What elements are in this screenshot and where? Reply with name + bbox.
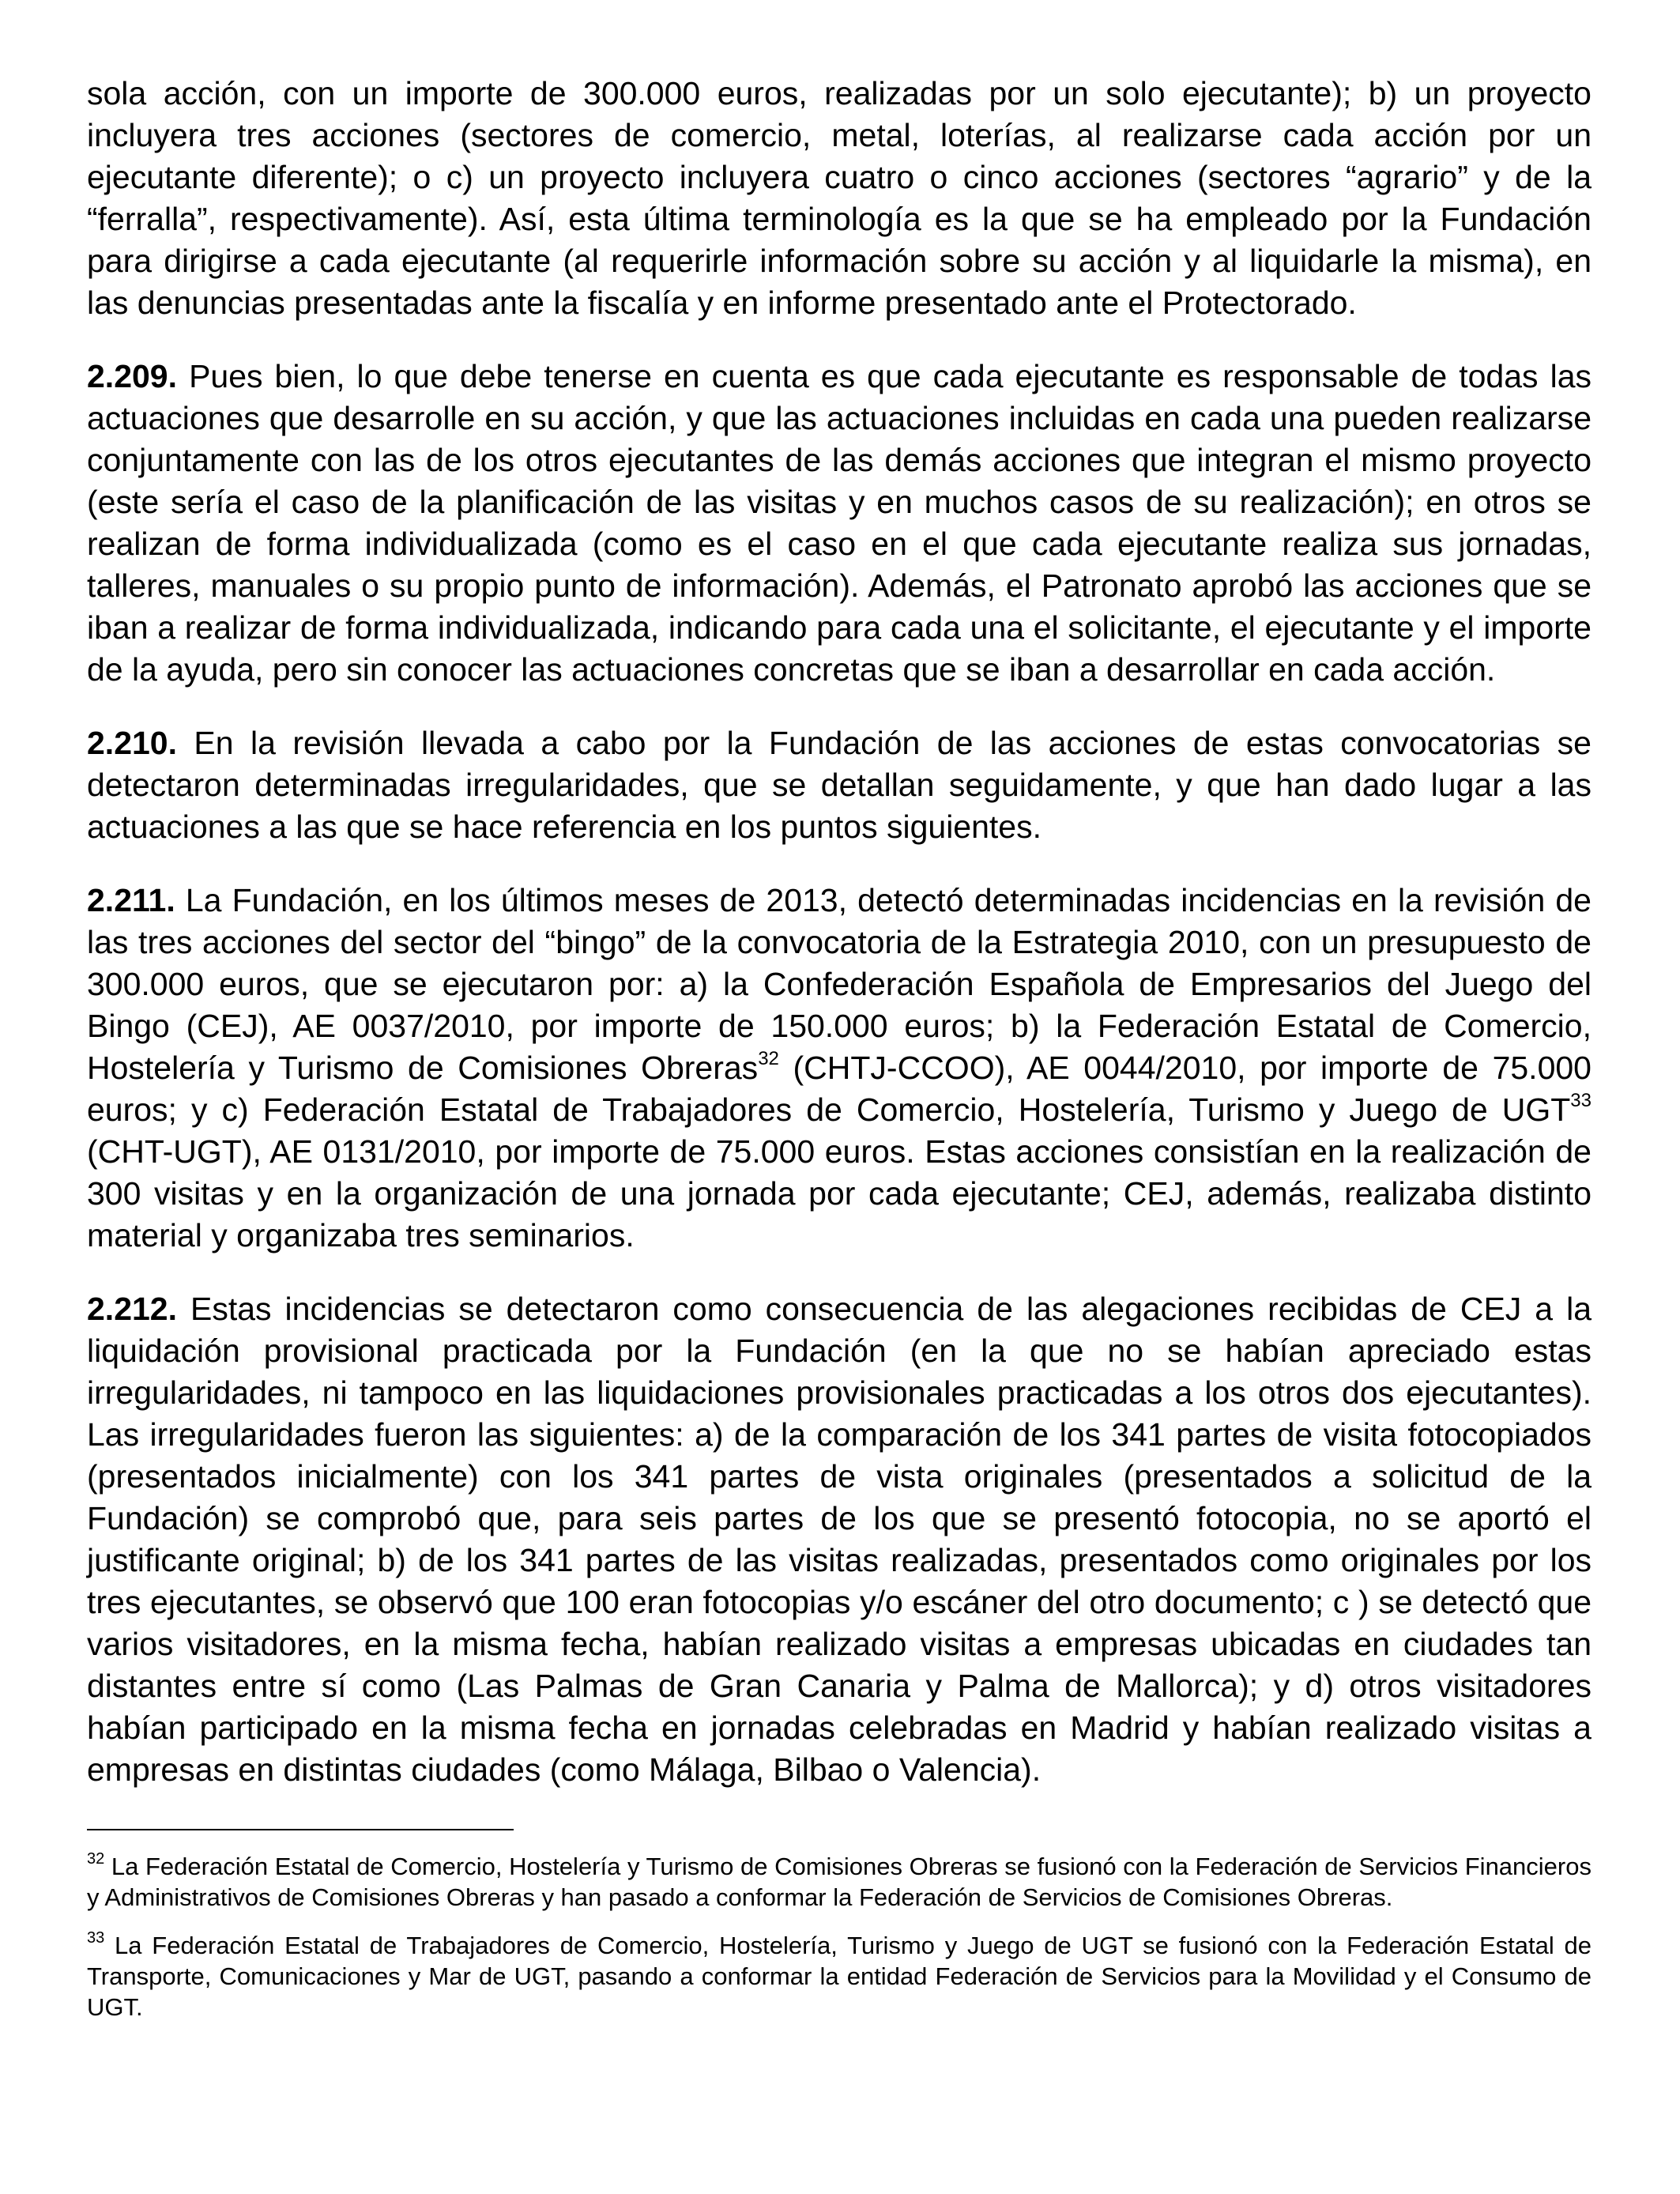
footnote-reference-33[interactable]: 33 [1570, 1090, 1591, 1112]
paragraph-text: La Fundación, en los últimos meses de 2013, detectó determinadas incidencias en la revisión de las tres acciones del sector del “bingo” de la convocatoria de la Estrategia 2010, con un presupuesto de 300.000 euros, que se ejecutaron por: a) la Confederación Española de Empresarios del Juego del Bingo (CEJ), AE 0037/2010, por importe de 150.000 euros; b) la Federación Estatal de Comercio, Hostelería y Turismo de Comisiones Obreras [87, 882, 1591, 1086]
paragraph-2-212 [87, 1288, 1591, 1791]
paragraph-text: (CHTJ-CCOO), AE 0044/2010, por importe de 75.000 euros; y c) Federación Estatal de Trabajadores de Comercio, Hostelería, Turismo y Juego de UGT [87, 1050, 1591, 1128]
paragraph-2-209 [87, 356, 1591, 691]
footnote-reference-32[interactable]: 32 [758, 1048, 779, 1070]
footnote-text: La Federación Estatal de Trabajadores de Comercio, Hostelería, Turismo y Juego de UGT se fusionó con la Federación Estatal de Transporte, Comunicaciones y Mar de UGT, pasando a conformar la entidad Federación de Servicios para la Movilidad y el Consumo de UGT. [87, 1932, 1591, 2021]
paragraph-text: En la revisión llevada a cabo por la Fundación de las acciones de estas convocatorias se detectaron determinadas irregularidades, que se detallan seguidamente, y que han dado lugar a las actuaciones a las que se hace referencia en los puntos siguientes. [87, 725, 1591, 845]
footnote-separator [87, 1829, 514, 1830]
paragraph-text: Pues bien, lo que debe tenerse en cuenta es que cada ejecutante es responsable de todas las actuaciones que desarrolle en su acción, y que las actuaciones incluidas en cada una pueden realizarse conjuntamente con las de los otros ejecutantes de las demás acciones que integran el mismo proyecto (este sería el caso de la planificación de las visitas y en muchos casos de su realización); en otros se realizan de forma individualizada (como es el caso en el que cada ejecutante realiza sus jornadas, talleres, manuales o su propio punto de información). Además, el Patronato aprobó las acciones que se iban a realizar de forma individualizada, indicando para cada una el solicitante, el ejecutante y el importe de la ayuda, pero sin conocer las actuaciones concretas que se iban a desarrollar en cada acción. [87, 358, 1591, 688]
paragraph-number: 2.211. [87, 882, 175, 918]
paragraph-2-210 [87, 722, 1591, 848]
document-page [87, 73, 1591, 2040]
paragraph-number: 2.212. [87, 1291, 177, 1327]
footnote-33 [87, 1930, 1591, 2022]
paragraph-text: sola acción, con un importe de 300.000 euros, realizadas por un solo ejecutante); b) un proyecto incluyera tres acciones (sectores de comercio, metal, loterías, al realizarse cada acción por un ejecutante diferente); o c) un proyecto incluyera cuatro o cinco acciones (sectores “agrario” y de la “ferralla”, respectivamente). Así, esta última terminología es la que se ha empleado por la Fundación para dirigirse a cada ejecutante (al requerirle información sobre su acción y al liquidarle la misma), en las denuncias presentadas ante la fiscalía y en informe presentado ante el Protectorado. [87, 75, 1591, 321]
paragraph-continuation [87, 73, 1591, 324]
paragraph-text: Estas incidencias se detectaron como consecuencia de las alegaciones recibidas de CEJ a la liquidación provisional practicada por la Fundación (en la que no se habían apreciado estas irregularidades, ni tampoco en las liquidaciones provisionales practicadas a los otros dos ejecutantes). Las irregularidades fueron las siguientes: a) de la comparación de los 341 partes de visita fotocopiados (presentados inicialmente) con los 341 partes de vista originales (presentados a solicitud de la Fundación) se comprobó que, para seis partes de los que se presentó fotocopia, no se aportó el justificante original; b) de los 341 partes de las visitas realizadas, presentados como originales por los tres ejecutantes, se observó que 100 eran fotocopias y/o escáner del otro documento; c ) se detectó que varios visitadores, en la misma fecha, habían realizado visitas a empresas ubicadas en ciudades tan distantes entre sí como (Las Palmas de Gran Canaria y Palma de Mallorca); y d) otros visitadores habían participado en la misma fecha en jornadas celebradas en Madrid y habían realizado visitas a empresas en distintas ciudades (como Málaga, Bilbao o Valencia). [87, 1291, 1591, 1788]
footnote-marker: 33 [87, 1928, 105, 1947]
paragraph-2-211 [87, 880, 1591, 1257]
footnote-32 [87, 1851, 1591, 1913]
paragraph-number: 2.210. [87, 725, 177, 761]
footnote-text: La Federación Estatal de Comercio, Hostelería y Turismo de Comisiones Obreras se fusionó con la Federación de Servicios Financieros y Administrativos de Comisiones Obreras y han pasado a conformar la Federación de Servicios de Comisiones Obreras. [87, 1853, 1591, 1911]
footnote-marker: 32 [87, 1849, 105, 1868]
paragraph-number: 2.209. [87, 358, 177, 394]
paragraph-text: (CHT-UGT), AE 0131/2010, por importe de 75.000 euros. Estas acciones consistían en la realización de 300 visitas y en la organización de una jornada por cada ejecutante; CEJ, además, realizaba distinto material y organizaba tres seminarios. [87, 1133, 1591, 1253]
